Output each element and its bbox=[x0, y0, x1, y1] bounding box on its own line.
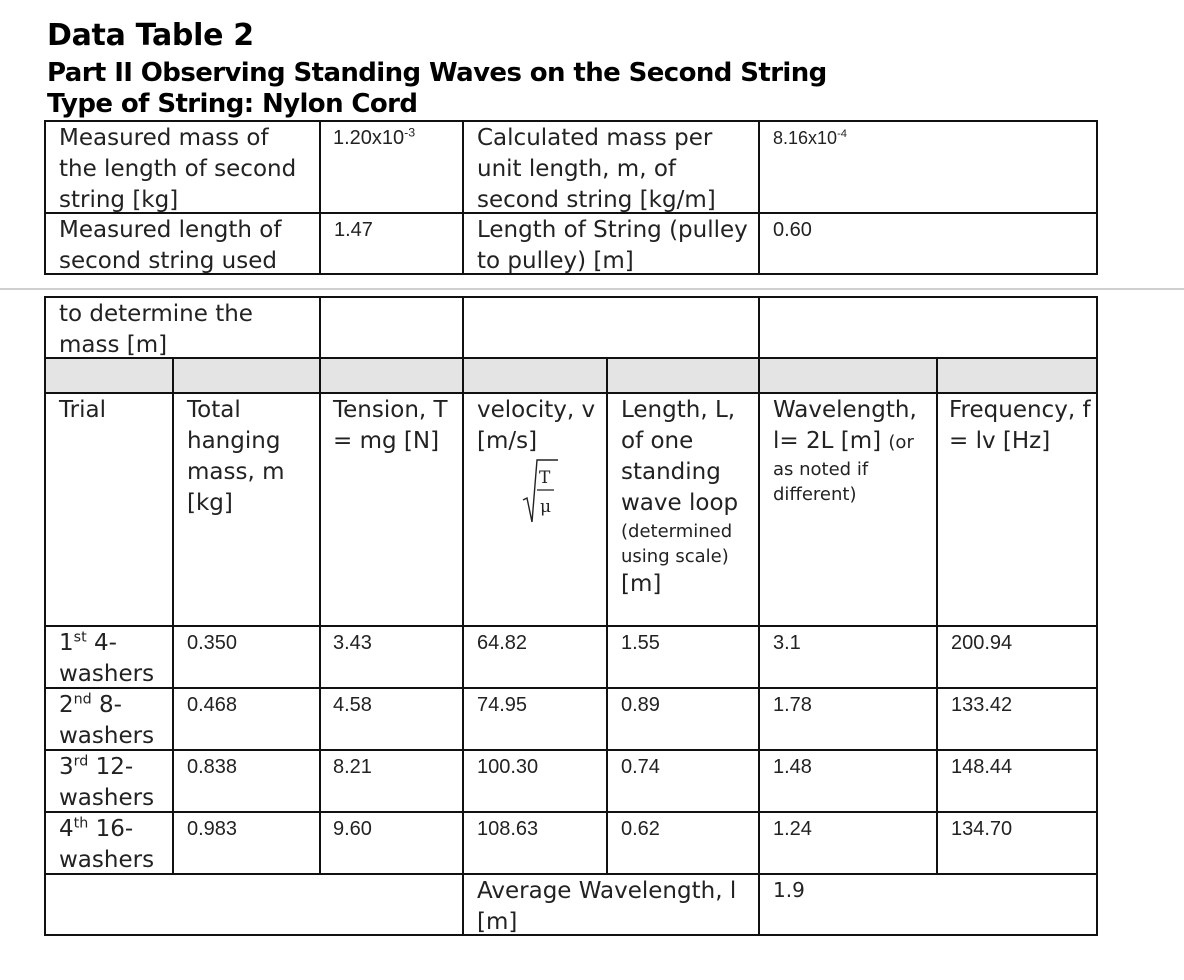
header-frequency: Frequency, f = lv [Hz] bbox=[949, 397, 1091, 454]
cell-wavelength: 1.48 bbox=[773, 756, 812, 778]
measured-mass-value: $1.20x10^{-3}$ bbox=[333, 125, 416, 149]
header-wavelength: Wavelength, l= 2L [m] (or as noted if different) bbox=[773, 397, 917, 505]
cell-tension: 8.21 bbox=[333, 756, 372, 778]
cell-frequency: 200.94 bbox=[951, 632, 1013, 654]
average-wavelength-label: Average Wavelength, l [m] bbox=[477, 878, 737, 934]
cell-trial: 1st 4- washers bbox=[59, 629, 155, 687]
cell-tension: 9.60 bbox=[333, 818, 372, 840]
shaded-row bbox=[46, 358, 1096, 392]
page-title: Data Table 2 bbox=[47, 18, 254, 53]
measured-length-value: 1.47 bbox=[334, 219, 373, 241]
measured-length-label: Measured length of second string used bbox=[59, 217, 282, 273]
cell-wavelength: 1.24 bbox=[773, 818, 812, 840]
cell-velocity: 100.30 bbox=[477, 756, 539, 778]
average-wavelength-value: 1.9 bbox=[773, 878, 805, 902]
string-type: Type of String: Nylon Cord bbox=[47, 89, 418, 119]
velocity-formula bbox=[522, 458, 562, 526]
continued-label: to determine the mass [m] bbox=[59, 301, 253, 357]
cell-mass: 0.468 bbox=[187, 694, 238, 716]
header-length: Length, L, of one standing wave loop (determined using scale) [m] bbox=[621, 397, 739, 597]
page-break-divider bbox=[0, 288, 1184, 290]
cell-length: 0.74 bbox=[621, 756, 660, 778]
string-length-value: 0.60 bbox=[773, 219, 812, 241]
cell-mass: 0.350 bbox=[187, 632, 238, 654]
cell-wavelength: 1.78 bbox=[773, 694, 812, 716]
cell-velocity: 74.95 bbox=[477, 694, 528, 716]
page-subtitle: Part II Observing Standing Waves on the Second String bbox=[47, 58, 827, 88]
mass-per-length-value: $8.16x10^{-4}$ bbox=[773, 128, 847, 148]
cell-tension: 3.43 bbox=[333, 632, 372, 654]
cell-trial: 2nd 8- washers bbox=[59, 691, 155, 749]
cell-mass: 0.983 bbox=[187, 818, 238, 840]
header-tension: Tension, T = mg [N] bbox=[333, 397, 448, 454]
cell-velocity: 108.63 bbox=[477, 818, 539, 840]
formula-numerator: T bbox=[539, 468, 551, 488]
cell-frequency: 134.70 bbox=[951, 818, 1013, 840]
cell-mass: 0.838 bbox=[187, 756, 238, 778]
formula-denominator: μ bbox=[540, 497, 552, 517]
cell-wavelength: 3.1 bbox=[773, 632, 801, 654]
mass-per-length-label: Calculated mass per unit length, m, of second string [kg/m] bbox=[477, 125, 716, 212]
cell-length: 1.55 bbox=[621, 632, 660, 654]
cell-trial: 3rd 12- washers bbox=[59, 753, 155, 811]
header-trial: Trial bbox=[59, 397, 106, 423]
string-length-label: Length of String (pulley to pulley) [m] bbox=[477, 217, 748, 273]
cell-velocity: 64.82 bbox=[477, 632, 528, 654]
cell-trial: 4th 16- washers bbox=[59, 815, 155, 873]
cell-frequency: 148.44 bbox=[951, 756, 1013, 778]
cell-length: 0.89 bbox=[621, 694, 660, 716]
header-velocity: velocity, v [m/s] bbox=[477, 397, 596, 454]
cell-tension: 4.58 bbox=[333, 694, 372, 716]
cell-length: 0.62 bbox=[621, 818, 660, 840]
header-mass: Total hanging mass, m [kg] bbox=[187, 397, 285, 516]
cell-frequency: 133.42 bbox=[951, 694, 1013, 716]
measured-mass-label: Measured mass of the length of second string [kg] bbox=[59, 125, 297, 212]
